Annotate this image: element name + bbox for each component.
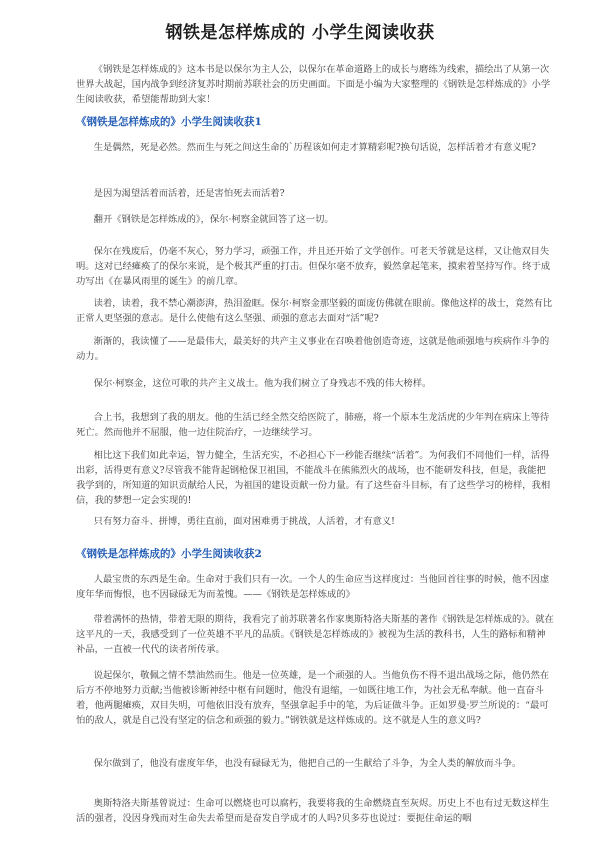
page-title: 钢铁是怎样炼成的 小学生阅读收获: [165, 23, 435, 43]
paragraph: 人最宝贵的东西是生命。生命对于我们只有一次。一个人的生命应当这样度过：当他回首往事的时候，他不因虚度年华而悔恨，也不因碌碌无为而羞愧。——《钢铁是怎样炼成的》: [76, 574, 550, 600]
section-heading-2: 《钢铁是怎样炼成的》小学生阅读收获2: [76, 548, 262, 560]
intro-paragraph: 《钢铁是怎样炼成的》这本书是以保尔为主人公，以保尔在革命道路上的成长与磨练为线索，描绘出了从第一次世界大战起，国内战争到经济复苏时期前苏联社会的历史画面。下面是小编为大家整理的《钢铁是怎样炼成的》小学生阅读收获，希望能帮助到大家！: [76, 64, 551, 105]
paragraph: 保尔在残废后，仍毫不灰心，努力学习，顽强工作，并且还开始了文学创作。可老天爷就是这样，又让他双目失明。这对已经瘫痪了的保尔来说，是个极其严重的打击。但保尔毫不放弃，毅然拿起笔来，摸索着坚持写作。终于成功写出《在暴风雨里的诞生》的前几章。: [76, 246, 551, 287]
paragraph: 只有努力奋斗、拼博，勇往直前，面对困难勇于挑战，人活着，才有意义!: [93, 516, 395, 527]
paragraph: 读着，读着，我不禁心潮澎湃，热泪盈眶。保尔·柯察金那坚毅的面庞仿佛就在眼前。像他这样的战士，竟然有比正常人更坚强的意志。是什么使他有这么坚强、顽强的意志去面对“活”呢?: [76, 298, 553, 324]
section-heading-1: 《钢铁是怎样炼成的》小学生阅读收获1: [76, 116, 262, 128]
paragraph: 渐渐的，我读懂了——是最伟大，最美好的共产主义事业在召唤着他创造奇迹，这就是他顽强地与疾病作斗争的动力。: [76, 336, 550, 362]
paragraph: 翻开《钢铁是怎样炼成的》，保尔·柯察金就回答了这一切。: [93, 214, 334, 225]
paragraph: 相比这下我们如此幸运，智力健全，生活充实，不必担心下一秒能否继续“活着”。为何我们不同他们一样，活得出彩，活得更有意义?尽管我不能背起钢枪保卫祖国，不能战斗在熊熊烈火的战场，也不能研发科技，但是，我能把我学到的，所知道的知识贡献给人民，为祖国的建设贡献一份力量。有了这些奋斗目标，有了这些学习的榜样，我相信，我的梦想一定会实现的!: [76, 450, 551, 506]
paragraph: 生是偶然，死是必然。然而生与死之间这生命的`历程该如何走才算精彩呢?换句话说，怎样活着才有意义呢?: [93, 142, 536, 153]
paragraph: 保尔做到了，他没有虚度年华，也没有碌碌无为，他把自己的一生献给了斗争，为全人类的解放而斗争。: [93, 758, 522, 769]
paragraph: 保尔·柯察金，这位可歌的共产主义战士。他为我们树立了身残志不残的伟大榜样。: [93, 378, 432, 389]
paragraph: 合上书，我想到了我的朋友。他的生活已经全然交给医院了，肺癌，将一个原本生龙活虎的少年判在病床上等待死亡。然而他并不屈服，他一边住院治疗，一边继续学习。: [76, 412, 550, 438]
paragraph: 是因为渴望活着而活着，还是害怕死去而活着?: [93, 188, 285, 199]
paragraph: 奥斯特洛夫斯基曾说过：生命可以燃烧也可以腐朽，我要将我的生命燃烧直至灰烬。历史上不也有过无数这样生活的强者，没因身残而对生命失去希望而是奋发自学成才的人吗?贝多芬也说过：要扼住命运的咽: [76, 798, 550, 824]
paragraph: 说起保尔，敬佩之情不禁油然而生。他是一位英雄，是一个顽强的人。当他负伤不得不退出战场之际，他仍然在后方不停地努力贡献;当他被诊断神经中枢有问题时，他没有退缩，一如既往地工作，为社会无私奉献。他一直奋斗着，他两腿瘫痪，双目失明，可他依旧没有放弃，坚强拿起手中的笔，为后证做斗争。正如罗曼·罗兰所说的：“最可怕的敌人，就是自己没有坚定的信念和顽强的毅力。”钢铁就是这样炼成的。这不就是人生的意义吗?: [76, 670, 550, 726]
paragraph: 带着满怀的热情，带着无限的期待，我看完了前苏联著名作家奥斯特洛夫斯基的著作《钢铁是怎样炼成的》。就在这平凡的一天，我感受到了一位英雄不平凡的品质。《钢铁是怎样炼成的》被视为生活的教科书，人生的路标和精神补品，一直被一代代的读者所传承。: [76, 614, 554, 655]
